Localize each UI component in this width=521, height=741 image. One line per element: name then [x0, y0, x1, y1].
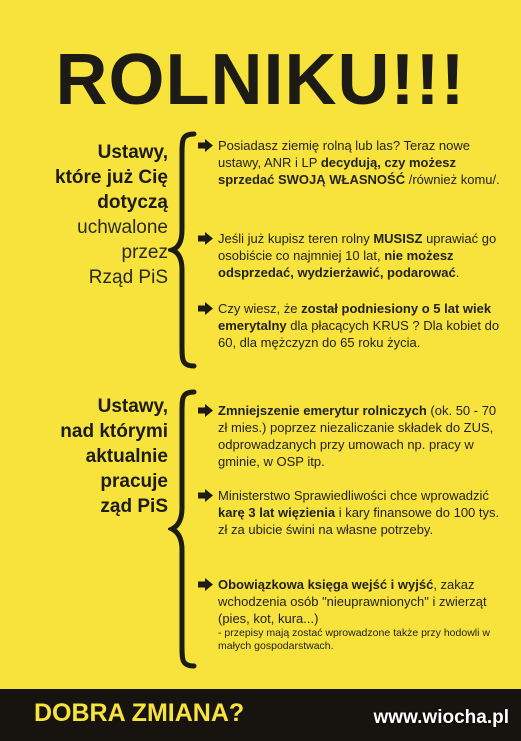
section-2-label-line: nad którymi	[60, 421, 168, 442]
item-text-run: Zmniejszenie emerytur rolniczych	[218, 403, 427, 418]
list-item-text	[198, 300, 508, 351]
item-text-run: decydują, czy możesz sprzedać SWOJĄ WŁASNOŚĆ	[218, 155, 456, 187]
poster-title: ROLNIKU!!!	[55, 40, 466, 120]
list-item	[198, 230, 508, 281]
section-2-label-line: aktualnie	[85, 446, 168, 467]
section-1-label-line: przez	[121, 242, 168, 263]
section-1-label-line: Rząd PiS	[88, 267, 168, 288]
item-text-run: Posiadasz ziemię rolną lub las? Teraz nowe ustawy, ANR i LP	[218, 138, 470, 170]
item-text-run: karę 3 lat więzienia	[218, 505, 336, 520]
list-item-text	[198, 137, 508, 188]
footer-watermark: www.wiocha.pl	[373, 707, 509, 728]
item-text-run: uprawiać go osobiście co najmniej 10 lat,	[218, 231, 497, 263]
section-1-label-line: dotyczą	[97, 192, 168, 213]
item-text-run: Jeśli już kupisz teren rolny	[218, 231, 374, 246]
item-text-run: Obowiązkowa księga wejść i wyjść	[218, 577, 434, 592]
item-text-run: Czy wiesz, że	[218, 301, 302, 316]
section-2-label-line: ząd PiS	[100, 496, 168, 517]
list-item-text	[198, 487, 508, 538]
item-text-run: /również komu/.	[405, 172, 500, 187]
section-1-label-line: Ustawy,	[97, 142, 168, 163]
section-2-label-line: Ustawy,	[97, 396, 168, 417]
arrow-right-icon	[198, 489, 213, 502]
section-1-label-line: uchwalone	[77, 217, 168, 238]
list-item	[198, 300, 508, 351]
arrow-right-icon	[198, 404, 213, 417]
item-text-run: został podniesiony o 5 lat wiek emerytalny	[218, 301, 492, 333]
item-text-run: (ok. 50 - 70 zł mies.) poprzez niezaliczanie składek do ZUS, odprowadzanych przy umowach np. pracy w gminie, w OSP itp.	[218, 403, 497, 469]
item-text-run: MUSISZ	[373, 231, 423, 246]
item-text-run: dla płacących KRUS ? Dla kobiet do 60, dla mężczyzn do 65 roku życia.	[218, 318, 500, 350]
item-text-run: Ministerstwo Sprawiedliwości chce wprowadzić	[218, 488, 489, 503]
section-2-label	[20, 394, 168, 519]
list-item-note: - przepisy mają zostać wprowadzone także przy hodowli w małych gospodarstwach.	[218, 627, 490, 652]
list-item-text	[198, 402, 508, 470]
section-1-label	[20, 140, 168, 290]
list-item-text	[198, 576, 508, 627]
arrow-right-icon	[198, 232, 213, 245]
list-item	[198, 137, 508, 188]
footer-slogan: DOBRA ZMIANA?	[34, 699, 245, 727]
list-item	[198, 402, 508, 470]
list-item-text	[198, 230, 508, 281]
item-text-run: nie możesz odsprzedać, wydzierżawić, podarować	[218, 248, 456, 280]
arrow-right-icon	[198, 578, 213, 591]
item-text-run: .	[455, 265, 460, 280]
arrow-right-icon	[198, 139, 213, 152]
list-item	[198, 576, 508, 653]
arrow-right-icon	[198, 302, 213, 315]
section-1-label-line: które już Cię	[55, 167, 168, 188]
curly-brace-icon	[168, 130, 202, 370]
item-text-run: i kary finansowe do 100 tys. zł za ubicie świni na własne potrzeby.	[218, 505, 500, 537]
item-text-run: , zakaz wchodzenia osób "nieuprawnionych" i zwierząt (pies, kot, kura...)	[218, 577, 487, 626]
section-2-label-line: pracuje	[100, 471, 168, 492]
curly-brace-icon	[168, 388, 202, 670]
list-item	[198, 487, 508, 538]
